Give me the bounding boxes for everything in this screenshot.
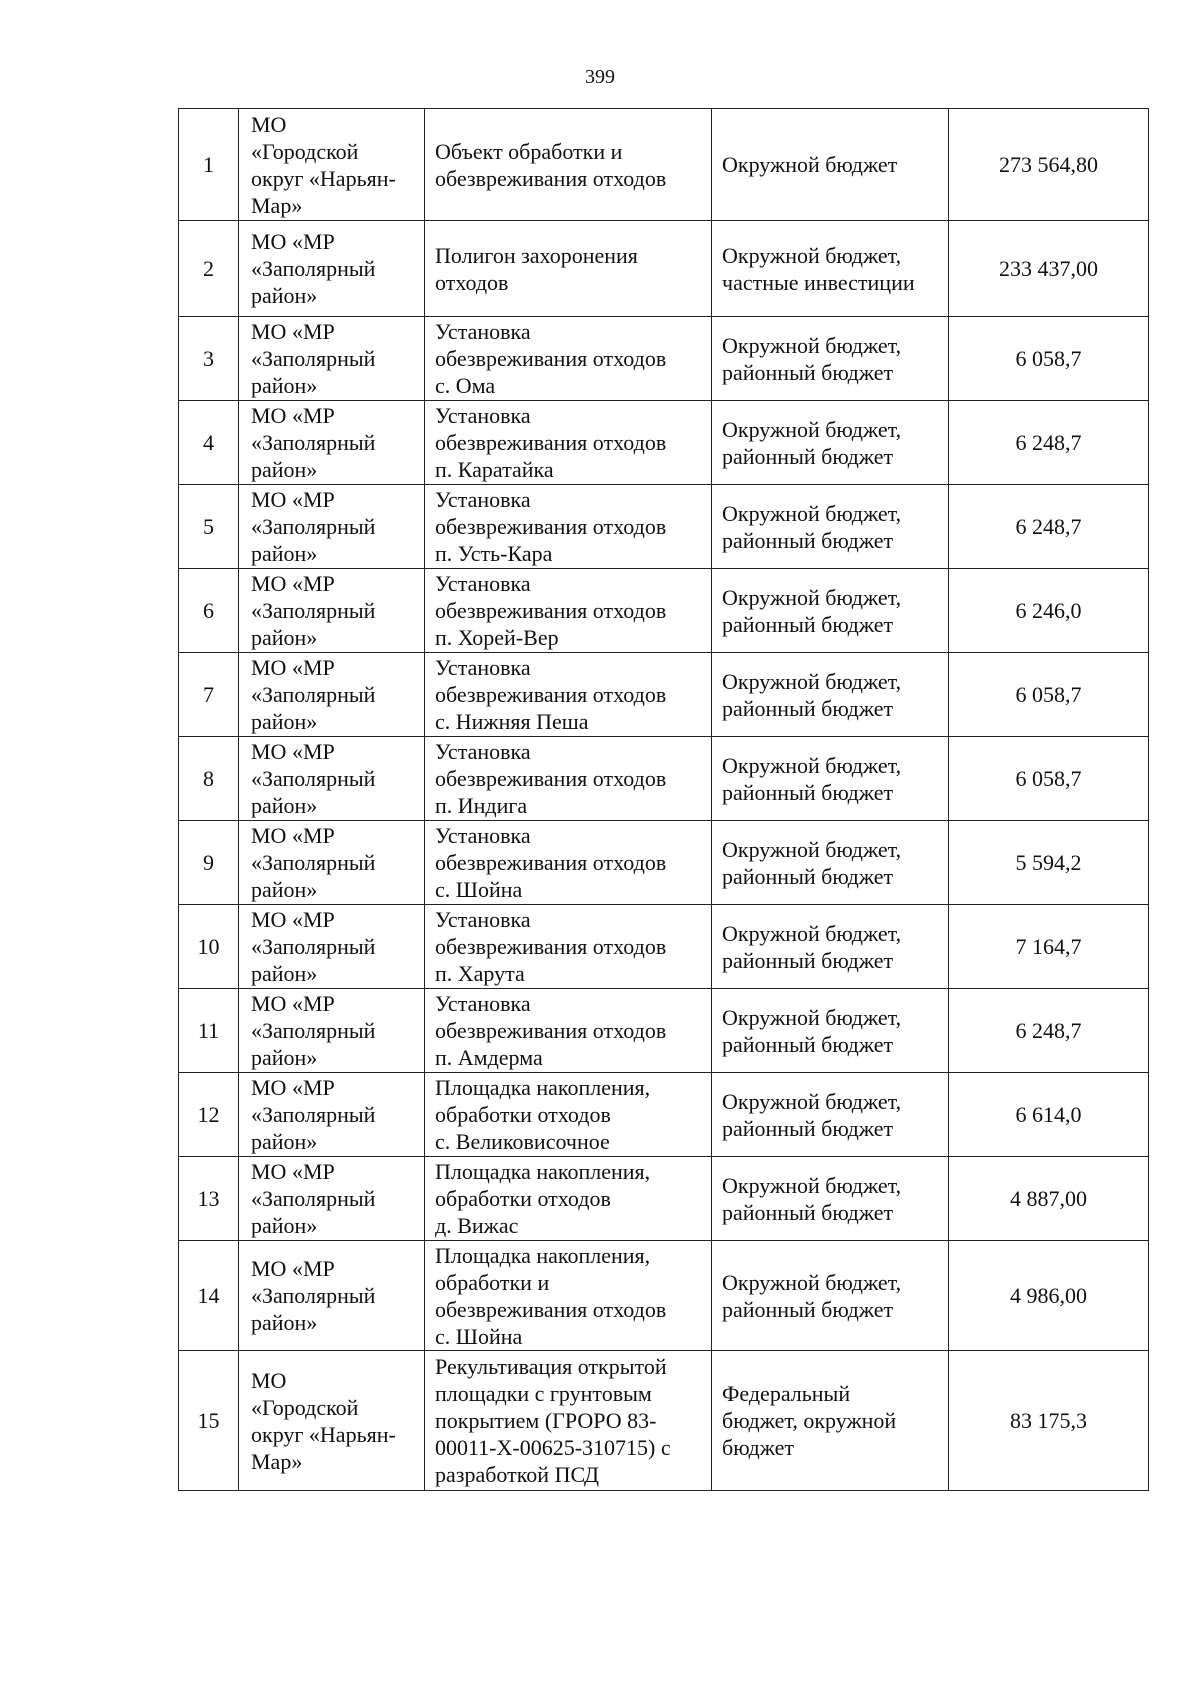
row-number-cell — [179, 317, 239, 401]
facility-cell — [425, 317, 712, 401]
amount-cell — [949, 1241, 1149, 1351]
municipality-cell-text: МО «МР «Заполярный район» — [251, 823, 376, 902]
amount-cell-text: 233 437,00 — [999, 256, 1098, 281]
amount-cell — [949, 221, 1149, 317]
facility-cell — [425, 485, 712, 569]
amount-cell-text: 6 248,7 — [1015, 430, 1082, 455]
row-number-cell-text: 15 — [197, 1408, 220, 1433]
facility-cell-text: Установка обезвреживания отходов п. Индига — [435, 739, 667, 818]
facility-cell — [425, 401, 712, 485]
row-number-cell-text: 12 — [197, 1102, 220, 1127]
facility-cell — [425, 1157, 712, 1241]
funding-source-cell-text: Окружной бюджет, районный бюджет — [722, 416, 902, 469]
row-number-cell-text: 6 — [203, 598, 214, 623]
row-number-cell-text: 10 — [197, 934, 220, 959]
row-number-cell — [179, 1073, 239, 1157]
amount-cell — [949, 401, 1149, 485]
amount-cell — [949, 1351, 1149, 1491]
facility-cell — [425, 1073, 712, 1157]
municipality-cell — [239, 109, 425, 221]
municipality-cell — [239, 989, 425, 1073]
table-row — [179, 989, 1149, 1073]
municipality-cell — [239, 485, 425, 569]
funding-source-cell-text: Окружной бюджет, районный бюджет — [722, 752, 902, 805]
table-row — [179, 821, 1149, 905]
funding-source-cell-text: Окружной бюджет, районный бюджет — [722, 668, 902, 721]
facility-cell-text: Площадка накопления, обработки отходов д. Вижас — [435, 1159, 651, 1238]
municipality-cell — [239, 221, 425, 317]
funding-source-cell — [712, 989, 949, 1073]
municipality-cell-text: МО «МР «Заполярный район» — [251, 655, 376, 734]
municipality-cell — [239, 1241, 425, 1351]
table-row — [179, 905, 1149, 989]
table-row — [179, 317, 1149, 401]
facility-cell — [425, 1351, 712, 1491]
municipality-cell — [239, 821, 425, 905]
amount-cell-text: 5 594,2 — [1015, 850, 1082, 875]
table-row — [179, 737, 1149, 821]
municipality-cell-text: МО «МР «Заполярный район» — [251, 571, 376, 650]
facility-cell-text: Полигон захоронения отходов — [435, 242, 638, 295]
municipality-cell — [239, 905, 425, 989]
facility-cell — [425, 821, 712, 905]
amount-cell-text: 6 058,7 — [1015, 682, 1082, 707]
funding-source-cell — [712, 1157, 949, 1241]
funding-source-cell-text: Окружной бюджет, районный бюджет — [722, 1004, 902, 1057]
facility-cell — [425, 221, 712, 317]
municipality-cell — [239, 317, 425, 401]
funding-source-cell — [712, 221, 949, 317]
municipality-cell-text: МО «МР «Заполярный район» — [251, 991, 376, 1070]
municipality-cell-text: МО «Городской округ «Нарьян- Мар» — [251, 1367, 396, 1474]
facility-cell-text: Установка обезвреживания отходов с. Ома — [435, 319, 667, 398]
amount-cell — [949, 317, 1149, 401]
municipality-cell — [239, 1073, 425, 1157]
amount-cell-text: 7 164,7 — [1015, 934, 1082, 959]
funding-source-cell — [712, 821, 949, 905]
row-number-cell — [179, 109, 239, 221]
funding-source-cell-text: Окружной бюджет — [722, 152, 898, 177]
facility-cell — [425, 653, 712, 737]
amount-cell-text: 6 614,0 — [1015, 1102, 1082, 1127]
row-number-cell — [179, 1241, 239, 1351]
amount-cell — [949, 485, 1149, 569]
municipality-cell-text: МО «МР «Заполярный район» — [251, 1256, 376, 1335]
funding-source-cell — [712, 737, 949, 821]
facility-cell-text: Рекультивация открытой площадки с грунтовым покрытием (ГРОРО 83- 00011-Х-00625-310715) с разработкой ПСД — [435, 1354, 671, 1487]
row-number-cell-text: 11 — [197, 1018, 220, 1043]
facility-cell-text: Установка обезвреживания отходов с. Шойна — [435, 823, 667, 902]
municipality-cell-text: МО «МР «Заполярный район» — [251, 487, 376, 566]
facility-cell-text: Установка обезвреживания отходов п. Амдерма — [435, 991, 667, 1070]
facility-cell — [425, 569, 712, 653]
municipality-cell — [239, 569, 425, 653]
municipality-cell-text: МО «Городской округ «Нарьян- Мар» — [251, 111, 396, 218]
amount-cell — [949, 821, 1149, 905]
municipality-cell — [239, 653, 425, 737]
funding-source-cell-text: Федеральный бюджет, окружной бюджет — [722, 1381, 897, 1460]
row-number-cell-text: 2 — [203, 256, 214, 281]
amount-cell-text: 6 246,0 — [1015, 598, 1082, 623]
table-row — [179, 401, 1149, 485]
funding-source-cell-text: Окружной бюджет, районный бюджет — [722, 920, 902, 973]
row-number-cell — [179, 569, 239, 653]
funding-source-cell — [712, 109, 949, 221]
amount-cell — [949, 1073, 1149, 1157]
row-number-cell — [179, 653, 239, 737]
funding-source-cell-text: Окружной бюджет, районный бюджет — [722, 500, 902, 553]
table-row — [179, 221, 1149, 317]
funding-source-cell — [712, 485, 949, 569]
facility-cell — [425, 989, 712, 1073]
funding-source-cell-text: Окружной бюджет, районный бюджет — [722, 584, 902, 637]
row-number-cell-text: 9 — [203, 850, 214, 875]
amount-cell-text: 6 058,7 — [1015, 346, 1082, 371]
municipality-cell — [239, 401, 425, 485]
row-number-cell-text: 1 — [203, 152, 214, 177]
municipality-cell-text: МО «МР «Заполярный район» — [251, 1075, 376, 1154]
amount-cell-text: 6 058,7 — [1015, 766, 1082, 791]
municipality-cell-text: МО «МР «Заполярный район» — [251, 403, 376, 482]
municipality-cell — [239, 737, 425, 821]
table-row — [179, 1157, 1149, 1241]
facility-cell-text: Площадка накопления, обработки отходов с. Великовисочное — [435, 1075, 651, 1154]
funding-source-cell — [712, 905, 949, 989]
amount-cell — [949, 653, 1149, 737]
amount-cell-text: 6 248,7 — [1015, 1018, 1082, 1043]
row-number-cell — [179, 1351, 239, 1491]
row-number-cell-text: 4 — [203, 430, 214, 455]
municipality-cell-text: МО «МР «Заполярный район» — [251, 229, 376, 308]
row-number-cell-text: 3 — [203, 346, 214, 371]
page-number: 399 — [585, 66, 615, 88]
table-row — [179, 485, 1149, 569]
funding-source-cell-text: Окружной бюджет, частные инвестиции — [722, 242, 915, 295]
funding-source-cell-text: Окружной бюджет, районный бюджет — [722, 1172, 902, 1225]
row-number-cell-text: 7 — [203, 682, 214, 707]
table-row — [179, 109, 1149, 221]
row-number-cell — [179, 737, 239, 821]
amount-cell — [949, 737, 1149, 821]
facility-cell-text: Установка обезвреживания отходов п. Харута — [435, 907, 667, 986]
municipality-cell-text: МО «МР «Заполярный район» — [251, 907, 376, 986]
funding-source-cell — [712, 1073, 949, 1157]
facility-cell-text: Установка обезвреживания отходов п. Усть-Кара — [435, 487, 667, 566]
facility-cell — [425, 1241, 712, 1351]
municipality-cell-text: МО «МР «Заполярный район» — [251, 1159, 376, 1238]
funding-source-cell-text: Окружной бюджет, районный бюджет — [722, 1269, 902, 1322]
table-row — [179, 1073, 1149, 1157]
waste-facilities-table — [178, 108, 1149, 1491]
amount-cell-text: 4 887,00 — [1010, 1186, 1087, 1211]
facility-cell-text: Установка обезвреживания отходов п. Каратайка — [435, 403, 667, 482]
row-number-cell-text: 13 — [197, 1186, 220, 1211]
funding-source-cell — [712, 653, 949, 737]
amount-cell — [949, 1157, 1149, 1241]
funding-source-cell — [712, 569, 949, 653]
funding-source-cell — [712, 401, 949, 485]
row-number-cell — [179, 1157, 239, 1241]
funding-source-cell-text: Окружной бюджет, районный бюджет — [722, 332, 902, 385]
facility-cell-text: Установка обезвреживания отходов п. Хорей-Вер — [435, 571, 667, 650]
facility-cell — [425, 737, 712, 821]
facility-cell-text: Объект обработки и обезвреживания отходов — [435, 138, 667, 191]
row-number-cell — [179, 821, 239, 905]
row-number-cell — [179, 485, 239, 569]
funding-source-cell — [712, 1351, 949, 1491]
amount-cell-text: 6 248,7 — [1015, 514, 1082, 539]
municipality-cell — [239, 1351, 425, 1491]
facility-cell-text: Установка обезвреживания отходов с. Нижняя Пеша — [435, 655, 667, 734]
amount-cell-text: 4 986,00 — [1010, 1283, 1087, 1308]
facility-cell-text: Площадка накопления, обработки и обезвреживания отходов с. Шойна — [435, 1242, 667, 1349]
table-row — [179, 1241, 1149, 1351]
amount-cell-text: 273 564,80 — [999, 152, 1098, 177]
row-number-cell-text: 5 — [203, 514, 214, 539]
amount-cell — [949, 905, 1149, 989]
municipality-cell-text: МО «МР «Заполярный район» — [251, 739, 376, 818]
row-number-cell-text: 8 — [203, 766, 214, 791]
amount-cell — [949, 569, 1149, 653]
row-number-cell — [179, 989, 239, 1073]
amount-cell — [949, 989, 1149, 1073]
amount-cell-text: 83 175,3 — [1010, 1408, 1087, 1433]
funding-source-cell-text: Окружной бюджет, районный бюджет — [722, 836, 902, 889]
facility-cell — [425, 109, 712, 221]
table-row — [179, 569, 1149, 653]
facility-cell — [425, 905, 712, 989]
funding-source-cell — [712, 317, 949, 401]
amount-cell — [949, 109, 1149, 221]
row-number-cell — [179, 905, 239, 989]
funding-source-cell — [712, 1241, 949, 1351]
row-number-cell — [179, 221, 239, 317]
table-row — [179, 653, 1149, 737]
funding-source-cell-text: Окружной бюджет, районный бюджет — [722, 1088, 902, 1141]
municipality-cell-text: МО «МР «Заполярный район» — [251, 319, 376, 398]
row-number-cell-text: 14 — [197, 1283, 220, 1308]
table-row — [179, 1351, 1149, 1491]
row-number-cell — [179, 401, 239, 485]
municipality-cell — [239, 1157, 425, 1241]
